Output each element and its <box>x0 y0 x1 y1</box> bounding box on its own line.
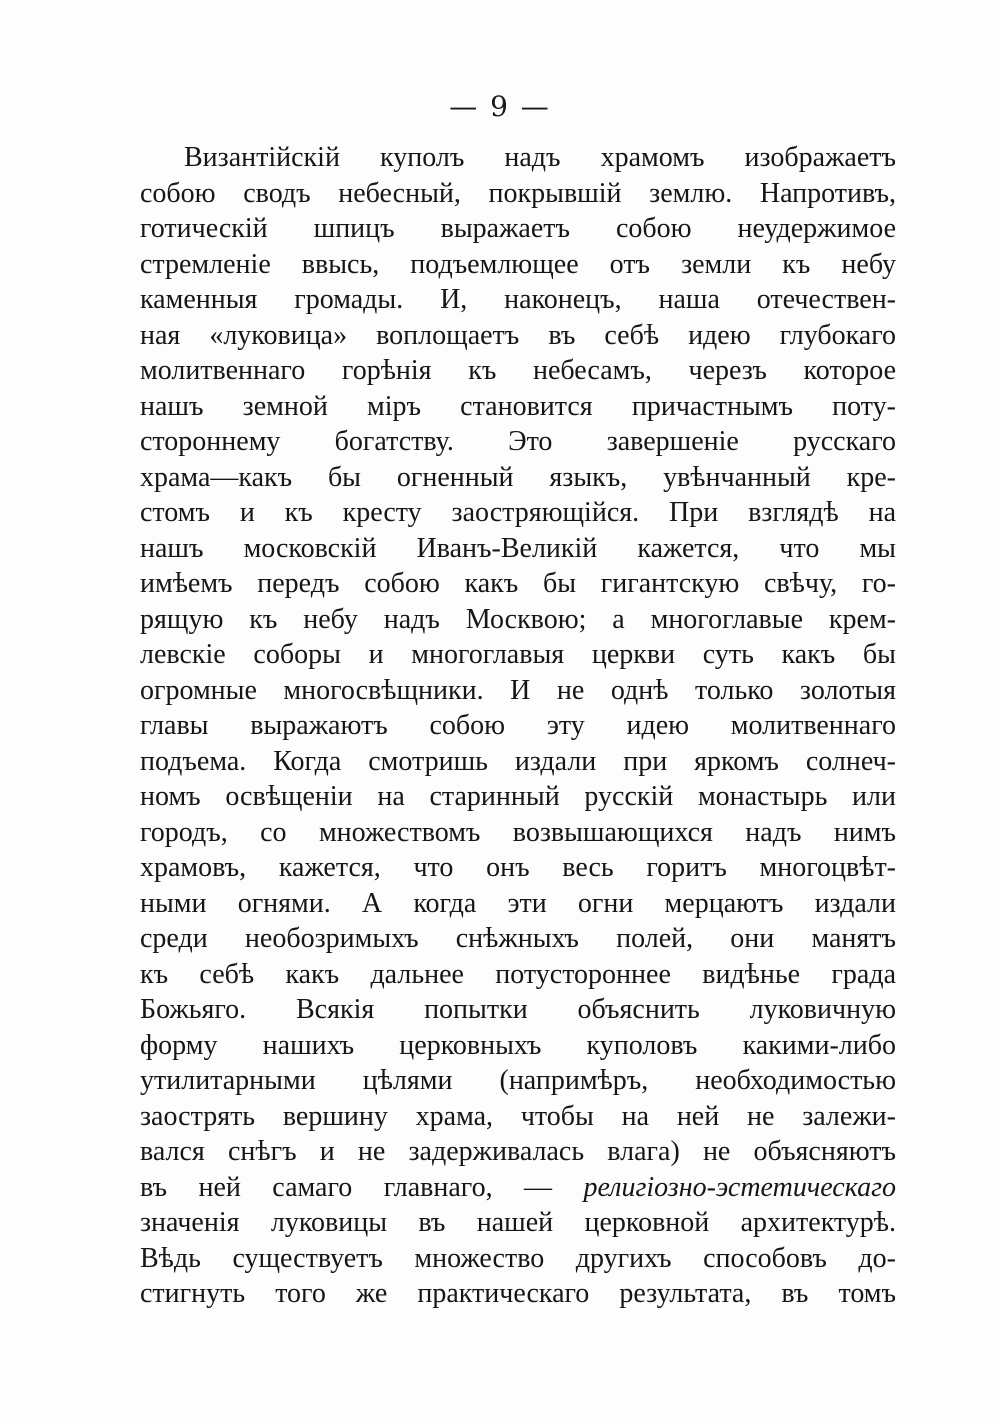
text-line: готическій шпицъ выражаетъ собою неудержимое <box>140 213 896 244</box>
text-line: храма—какъ бы огненный языкъ, увѣнчанный кре- <box>140 461 896 493</box>
text-line: нашъ земной міръ становится причастнымъ поту- <box>140 390 896 422</box>
text-line: среди необозримыхъ снѣжныхъ полей, они манятъ <box>140 923 896 954</box>
text-line: главы выражаютъ собою эту идею молитвеннаго <box>140 710 896 741</box>
text-line: ными огнями. А когда эти огни мерцаютъ издали <box>140 887 896 919</box>
body-text <box>140 140 896 1312</box>
text-line: храмовъ, кажется, что онъ весь горитъ многоцвѣт- <box>140 852 896 883</box>
text-line: подъема. Когда смотришь издали при яркомъ солнеч- <box>140 745 896 777</box>
text-line: заострять вершину храма, чтобы на ней не залежи- <box>140 1100 896 1132</box>
text-line: каменныя громады. И, наконецъ, наша отечествен- <box>140 284 896 315</box>
text-line: Вѣдь существуетъ множество другихъ способовъ до- <box>140 1242 896 1274</box>
text-line: левскіе соборы и многоглавыя церкви суть какъ бы <box>140 639 896 670</box>
text-line: вался снѣгъ и не задерживалась влага) не объясняютъ <box>140 1136 896 1167</box>
text-line: имѣемъ передъ собою какъ бы гигантскую свѣчу, го- <box>140 568 896 599</box>
text-line: Византійскій куполъ надъ храмомъ изображаетъ <box>184 142 896 173</box>
text-line: городъ, со множествомъ возвышающихся надъ нимъ <box>140 816 896 848</box>
text-line: стремленіе ввысь, подъемлющее отъ земли къ небу <box>140 248 896 280</box>
text-segment: въ ней самаго главнаго, — <box>140 1171 584 1203</box>
text-line: собою сводъ небесный, покрывшій землю. Напротивъ, <box>140 177 896 209</box>
text-line-mixed <box>140 1170 896 1206</box>
text-line: утилитарными цѣлями (напримѣръ, необходимостью <box>140 1065 896 1096</box>
text-line: молитвеннаго горѣнія къ небесамъ, черезъ которое <box>140 355 896 386</box>
text-line: стороннему богатству. Это завершеніе русскаго <box>140 426 896 457</box>
text-line: нашъ московскій Иванъ-Великій кажется, что мы <box>140 532 896 564</box>
text-line: стомъ и къ кресту заостряющійся. При взглядѣ на <box>140 497 896 528</box>
text-line: стигнуть того же практическаго результата, въ томъ <box>140 1278 896 1309</box>
text-line: номъ освѣщеніи на старинный русскій монастырь или <box>140 781 896 812</box>
text-line: огромные многосвѣщники. И не однѣ только золотыя <box>140 674 896 706</box>
page-number: — 9 — <box>449 90 551 123</box>
text-line: значенія луковицы въ нашей церковной архитектурѣ. <box>140 1207 896 1238</box>
text-line: Божьяго. Всякія попытки объяснить луковичную <box>140 994 896 1025</box>
text-line: форму нашихъ церковныхъ куполовъ какими-либо <box>140 1029 896 1061</box>
text-line: рящую къ небу надъ Москвою; а многоглавые крем- <box>140 603 896 635</box>
italic-emphasis: религіозно-эстетическаго <box>583 1171 896 1203</box>
text-line: ная «луковица» воплощаетъ въ себѣ идею глубокаго <box>140 319 896 351</box>
text-line: къ себѣ какъ дальнее потустороннее видѣнье града <box>140 958 896 990</box>
